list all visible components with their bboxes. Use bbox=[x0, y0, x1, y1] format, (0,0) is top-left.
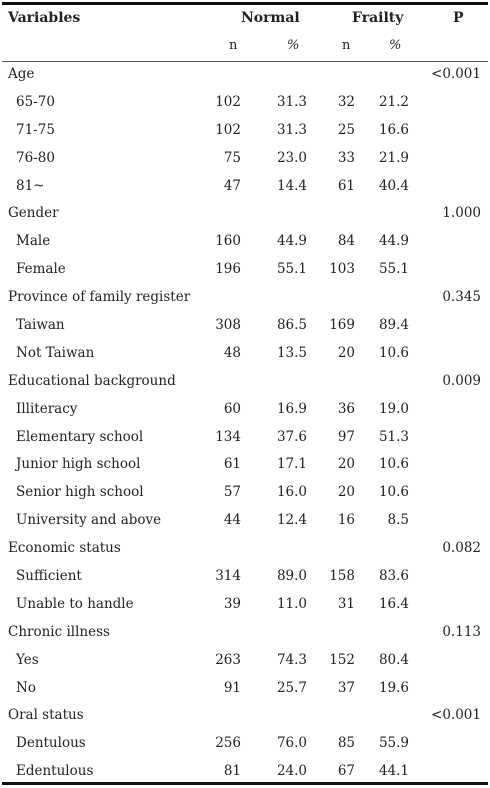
p-value-cell: 0.113 bbox=[442, 623, 481, 640]
row-label: 76-80 bbox=[16, 149, 55, 166]
frailty-pct-cell: 16.6 bbox=[378, 121, 409, 138]
frailty-n-cell: 20 bbox=[337, 484, 355, 501]
table-row bbox=[0, 729, 490, 757]
frailty-pct-cell: 10.6 bbox=[378, 456, 409, 473]
table-bottom-rule bbox=[2, 782, 488, 785]
table-row bbox=[0, 144, 490, 172]
row-label: No bbox=[16, 679, 36, 696]
frailty-n-cell: 37 bbox=[337, 679, 355, 696]
table-row bbox=[0, 172, 490, 200]
frailty-pct-cell: 51.3 bbox=[378, 428, 409, 445]
p-value-cell: 0.009 bbox=[442, 372, 481, 389]
normal-n-cell: 47 bbox=[223, 177, 241, 194]
p-value-cell: 0.345 bbox=[442, 289, 481, 306]
normal-n-cell: 256 bbox=[215, 735, 241, 752]
table-row bbox=[0, 395, 490, 423]
row-label: Dentulous bbox=[16, 735, 86, 752]
normal-pct-cell: 11.0 bbox=[276, 595, 307, 612]
header-normal: Normal bbox=[241, 10, 300, 26]
normal-pct-cell: 16.0 bbox=[276, 484, 307, 501]
frailty-n-cell: 152 bbox=[329, 651, 355, 668]
normal-pct-cell: 44.9 bbox=[276, 233, 307, 250]
normal-pct-cell: 16.9 bbox=[276, 400, 307, 417]
frailty-n-cell: 36 bbox=[337, 400, 355, 417]
row-label: Edentulous bbox=[16, 763, 94, 780]
frailty-n-cell: 61 bbox=[337, 177, 355, 194]
normal-pct-cell: 89.0 bbox=[276, 568, 307, 585]
normal-pct-cell: 31.3 bbox=[276, 121, 307, 138]
table-row bbox=[0, 339, 490, 367]
normal-n-cell: 263 bbox=[215, 651, 241, 668]
row-label: Chronic illness bbox=[8, 623, 110, 640]
row-label: 81~ bbox=[16, 177, 45, 194]
p-value-cell: 0.082 bbox=[442, 540, 481, 557]
subheader-frailty-pct: % bbox=[389, 38, 402, 53]
header-p: P bbox=[453, 10, 464, 26]
subheader-frailty-n: n bbox=[342, 38, 351, 53]
table-row bbox=[0, 478, 490, 506]
frailty-pct-cell: 40.4 bbox=[378, 177, 409, 194]
frailty-pct-cell: 10.6 bbox=[378, 344, 409, 361]
row-label: 65-70 bbox=[16, 93, 55, 110]
table-row bbox=[0, 646, 490, 674]
normal-n-cell: 102 bbox=[215, 121, 241, 138]
normal-pct-cell: 37.6 bbox=[276, 428, 307, 445]
row-label: Senior high school bbox=[16, 484, 144, 501]
p-value-cell: 1.000 bbox=[442, 205, 481, 222]
normal-pct-cell: 12.4 bbox=[276, 512, 307, 529]
frailty-n-cell: 20 bbox=[337, 344, 355, 361]
normal-n-cell: 160 bbox=[215, 233, 241, 250]
normal-n-cell: 102 bbox=[215, 93, 241, 110]
normal-n-cell: 196 bbox=[215, 261, 241, 278]
normal-pct-cell: 31.3 bbox=[276, 93, 307, 110]
table-row bbox=[0, 590, 490, 618]
row-label: Male bbox=[16, 233, 51, 250]
row-label: Gender bbox=[8, 205, 59, 222]
normal-n-cell: 134 bbox=[215, 428, 241, 445]
frailty-n-cell: 31 bbox=[337, 595, 355, 612]
frailty-pct-cell: 55.1 bbox=[378, 261, 409, 278]
table-row bbox=[0, 674, 490, 702]
frailty-pct-cell: 21.9 bbox=[378, 149, 409, 166]
row-label: Educational background bbox=[8, 372, 176, 389]
row-label: University and above bbox=[16, 512, 162, 529]
row-label: Unable to handle bbox=[16, 595, 134, 612]
normal-pct-cell: 25.7 bbox=[276, 679, 307, 696]
subheader-normal-pct: % bbox=[287, 38, 300, 53]
row-label: 71-75 bbox=[16, 121, 55, 138]
table-row bbox=[0, 757, 490, 785]
normal-pct-cell: 23.0 bbox=[276, 149, 307, 166]
normal-pct-cell: 14.4 bbox=[276, 177, 307, 194]
table-group-row bbox=[0, 199, 490, 227]
row-label: Age bbox=[8, 66, 35, 82]
normal-pct-cell: 74.3 bbox=[276, 651, 307, 668]
frailty-pct-cell: 16.4 bbox=[378, 595, 409, 612]
table-top-rule bbox=[2, 2, 488, 5]
row-label: Oral status bbox=[8, 707, 84, 724]
normal-pct-cell: 24.0 bbox=[276, 763, 307, 780]
header-variables: Variables bbox=[8, 10, 81, 26]
frailty-n-cell: 158 bbox=[329, 568, 355, 585]
frailty-pct-cell: 80.4 bbox=[378, 651, 409, 668]
row-label: Sufficient bbox=[16, 568, 82, 585]
table-row bbox=[0, 423, 490, 451]
frailty-pct-cell: 19.0 bbox=[378, 400, 409, 417]
frailty-n-cell: 25 bbox=[337, 121, 355, 138]
row-label: Junior high school bbox=[16, 456, 141, 473]
header-frailty: Frailty bbox=[352, 10, 404, 26]
normal-pct-cell: 76.0 bbox=[276, 735, 307, 752]
table-group-row bbox=[0, 534, 490, 562]
table-body bbox=[0, 60, 490, 785]
normal-n-cell: 314 bbox=[215, 568, 241, 585]
frailty-pct-cell: 89.4 bbox=[378, 317, 409, 334]
frailty-n-cell: 97 bbox=[337, 428, 355, 445]
p-value-cell: <0.001 bbox=[431, 66, 481, 82]
table-row bbox=[0, 227, 490, 255]
frailty-n-cell: 67 bbox=[337, 763, 355, 780]
normal-n-cell: 60 bbox=[223, 400, 241, 417]
normal-pct-cell: 55.1 bbox=[276, 261, 307, 278]
normal-n-cell: 57 bbox=[223, 484, 241, 501]
frailty-n-cell: 20 bbox=[337, 456, 355, 473]
normal-n-cell: 308 bbox=[215, 317, 241, 334]
row-label: Female bbox=[16, 261, 66, 278]
normal-n-cell: 81 bbox=[223, 763, 241, 780]
frailty-n-cell: 16 bbox=[337, 512, 355, 529]
normal-pct-cell: 13.5 bbox=[276, 344, 307, 361]
frailty-pct-cell: 8.5 bbox=[387, 512, 409, 529]
frailty-pct-cell: 83.6 bbox=[378, 568, 409, 585]
frailty-pct-cell: 10.6 bbox=[378, 484, 409, 501]
table-row bbox=[0, 88, 490, 116]
table-group-row bbox=[0, 367, 490, 395]
row-label: Taiwan bbox=[16, 317, 65, 334]
normal-pct-cell: 86.5 bbox=[276, 317, 307, 334]
frailty-n-cell: 103 bbox=[329, 261, 355, 278]
table-group-row bbox=[0, 60, 490, 88]
normal-n-cell: 75 bbox=[223, 149, 241, 166]
row-label: Yes bbox=[16, 651, 39, 668]
table-row bbox=[0, 116, 490, 144]
frailty-n-cell: 84 bbox=[337, 233, 355, 250]
normal-n-cell: 48 bbox=[223, 344, 241, 361]
frailty-pct-cell: 44.1 bbox=[378, 763, 409, 780]
table-row bbox=[0, 255, 490, 283]
table-row bbox=[0, 311, 490, 339]
frailty-n-cell: 169 bbox=[329, 317, 355, 334]
table-group-row bbox=[0, 701, 490, 729]
subheader-normal-n: n bbox=[229, 38, 238, 53]
normal-n-cell: 44 bbox=[223, 512, 241, 529]
frailty-pct-cell: 19.6 bbox=[378, 679, 409, 696]
row-label: Elementary school bbox=[16, 428, 144, 445]
normal-n-cell: 39 bbox=[223, 595, 241, 612]
normal-n-cell: 91 bbox=[223, 679, 241, 696]
table-group-row bbox=[0, 618, 490, 646]
table-row bbox=[0, 450, 490, 478]
row-label: Not Taiwan bbox=[16, 344, 95, 361]
row-label: Economic status bbox=[8, 540, 121, 557]
frailty-n-cell: 85 bbox=[337, 735, 355, 752]
p-value-cell: <0.001 bbox=[431, 707, 481, 724]
table-group-row bbox=[0, 283, 490, 311]
frailty-n-cell: 32 bbox=[337, 93, 355, 110]
normal-n-cell: 61 bbox=[223, 456, 241, 473]
frailty-pct-cell: 21.2 bbox=[378, 93, 409, 110]
frailty-n-cell: 33 bbox=[337, 149, 355, 166]
normal-pct-cell: 17.1 bbox=[276, 456, 307, 473]
row-label: Illiteracy bbox=[16, 400, 78, 417]
table-row bbox=[0, 562, 490, 590]
frailty-pct-cell: 44.9 bbox=[378, 233, 409, 250]
row-label: Province of family register bbox=[8, 289, 191, 306]
table-row bbox=[0, 506, 490, 534]
frailty-pct-cell: 55.9 bbox=[378, 735, 409, 752]
